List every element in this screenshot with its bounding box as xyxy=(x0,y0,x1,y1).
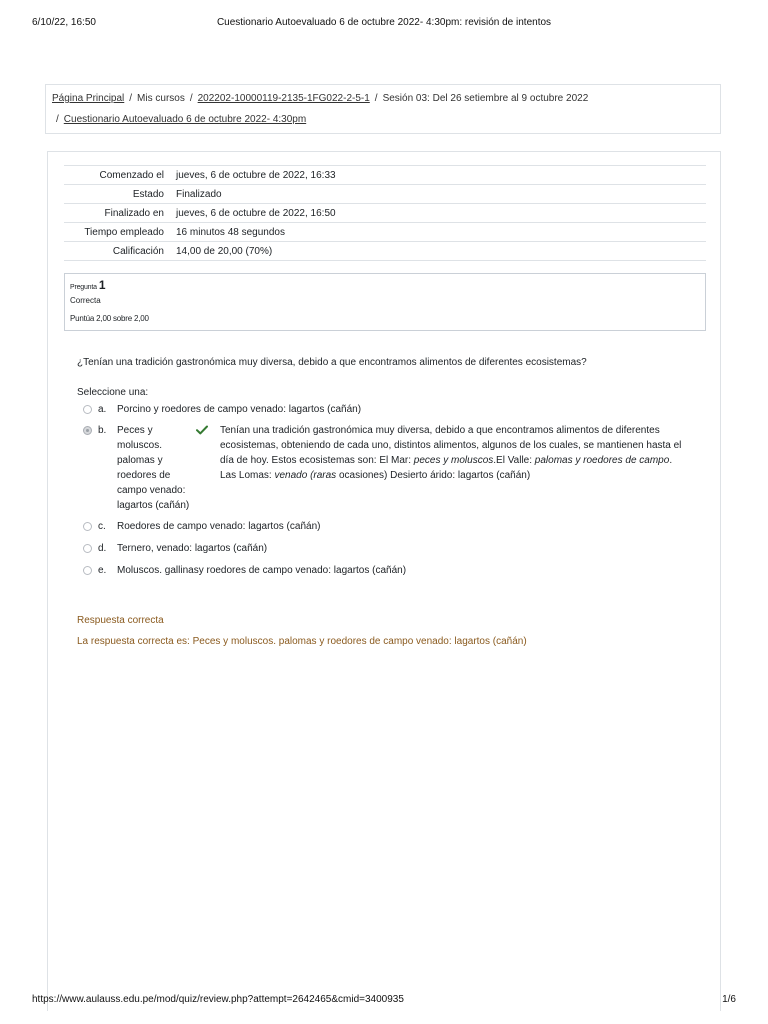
breadcrumb-home-link[interactable]: Página Principal xyxy=(52,93,125,104)
breadcrumb-quiz-link[interactable]: Cuestionario Autoevaluado 6 de octubre 2022- 4:30pm xyxy=(63,114,307,125)
answer-text: Ternero, venado: lagartos (cañán) xyxy=(117,543,268,554)
feedback-emphasis: peces y moluscos xyxy=(413,455,494,466)
question-grade: Puntúa 2,00 sobre 2,00 xyxy=(70,314,149,323)
breadcrumb-section: Sesión 03: Del 26 setiembre al 9 octubre 2022 xyxy=(382,93,589,104)
print-date: 6/10/22, 16:50 xyxy=(32,17,96,28)
question-text: ¿Tenían una tradición gastronómica muy diversa, debido a que encontramos alimentos de diferentes ecosistemas? xyxy=(77,357,587,368)
breadcrumb xyxy=(45,84,721,134)
answer-prompt: Seleccione una: xyxy=(77,387,149,398)
feedback-text: Tenían una tradición gastronómica muy diversa, debido a que encontramos alimentos de diferentes ecosistemas, obteniendo de cada uno, distintos alimentos, algunos de los cuales, se mantienen hasta el día de hoy. Estos ecosistemas son: El Mar: xyxy=(220,425,682,466)
check-icon xyxy=(196,425,208,435)
breadcrumb-course-link[interactable]: 202202-10000119-2135-1FG022-2-5-1 xyxy=(197,93,370,104)
started-label: Comenzado el xyxy=(99,170,164,181)
answer-text: Roedores de campo venado: lagartos (cañán) xyxy=(117,521,321,532)
finished-value: jueves, 6 de octubre de 2022, 16:50 xyxy=(176,208,336,219)
answer-letter: b. xyxy=(98,425,107,436)
answer-text: Porcino y roedores de campo venado: lagartos (cañán) xyxy=(117,404,362,415)
outcome-label: Respuesta correcta xyxy=(77,615,164,626)
answer-letter: c. xyxy=(98,521,106,532)
answer-letter: e. xyxy=(98,565,107,576)
question-label: Pregunta xyxy=(70,284,97,291)
breadcrumb-line-1 xyxy=(52,93,588,104)
summary-row-time xyxy=(64,223,706,242)
feedback-text: ocasiones) Desierto árido: lagartos (cañán) xyxy=(338,470,531,481)
answer-text: Peces y moluscos. palomas y roedores de campo venado: lagartos (cañán) xyxy=(117,425,190,511)
question-number xyxy=(70,278,106,292)
question-info-box xyxy=(64,273,706,331)
radio-button-selected[interactable] xyxy=(83,426,92,435)
answer-text: Moluscos. gallinasy roedores de campo venado: lagartos (cañán) xyxy=(117,565,407,576)
print-page-count: 1/6 xyxy=(722,994,736,1005)
summary-row-state xyxy=(64,185,706,204)
question-state: Correcta xyxy=(70,296,101,305)
breadcrumb-line-2 xyxy=(56,114,306,125)
summary-row-finished xyxy=(64,204,706,223)
print-footer xyxy=(32,994,736,1005)
breadcrumb-my-courses: Mis cursos xyxy=(137,93,185,104)
answer-feedback xyxy=(220,423,690,483)
radio-button[interactable] xyxy=(83,522,92,531)
state-label: Estado xyxy=(132,189,164,200)
grade-label: Calificación xyxy=(112,246,164,257)
question-number-value: 1 xyxy=(98,278,106,292)
print-url: https://www.aulauss.edu.pe/mod/quiz/review.php?attempt=2642465&cmid=3400935 xyxy=(32,994,404,1005)
breadcrumb-separator: / xyxy=(189,93,193,104)
feedback-text: .El Valle: xyxy=(493,455,535,466)
feedback-text: . Las Lomas: xyxy=(220,455,673,481)
summary-row-grade xyxy=(64,242,706,261)
breadcrumb-separator: / xyxy=(56,114,59,125)
feedback-emphasis: palomas y roedores de campo xyxy=(534,455,670,466)
attempt-summary-table xyxy=(64,165,706,261)
time-value: 16 minutos 48 segundos xyxy=(176,227,285,238)
print-header xyxy=(32,17,736,28)
answer-letter: d. xyxy=(98,543,107,554)
feedback-emphasis: venado (raras xyxy=(274,470,339,481)
breadcrumb-separator: / xyxy=(129,93,133,104)
finished-label: Finalizado en xyxy=(104,208,164,219)
radio-button[interactable] xyxy=(83,566,92,575)
started-value: jueves, 6 de octubre de 2022, 16:33 xyxy=(176,170,336,181)
radio-button[interactable] xyxy=(83,405,92,414)
answer-letter: a. xyxy=(98,404,107,415)
right-answer: La respuesta correcta es: Peces y moluscos. palomas y roedores de campo venado: lagartos (cañán) xyxy=(77,636,527,647)
print-title: Cuestionario Autoevaluado 6 de octubre 2022- 4:30pm: revisión de intentos xyxy=(216,17,552,28)
summary-row-started xyxy=(64,166,706,185)
grade-value: 14,00 de 20,00 (70%) xyxy=(176,246,273,257)
radio-button[interactable] xyxy=(83,544,92,553)
state-value: Finalizado xyxy=(176,189,222,200)
time-label: Tiempo empleado xyxy=(84,227,164,238)
breadcrumb-separator: / xyxy=(374,93,378,104)
